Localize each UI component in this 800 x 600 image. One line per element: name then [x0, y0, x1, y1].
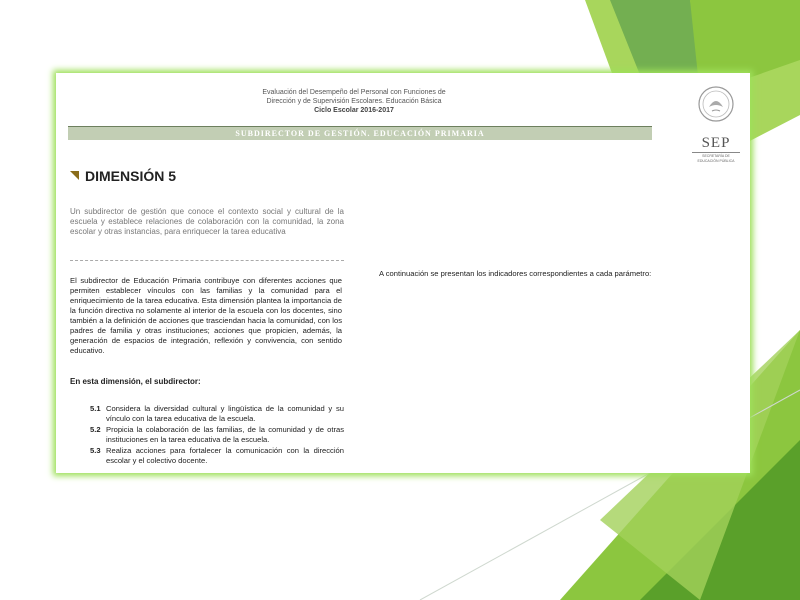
list-item	[90, 404, 344, 424]
item-text: Propicia la colaboración de las familias, de la comunidad y de otras instituciones en la tarea educativa de la escuela.	[106, 425, 344, 444]
header-line-3: Ciclo Escolar 2016-2017	[314, 107, 394, 114]
item-text: Considera la diversidad cultural y lingüística de la comunidad y su vínculo con la tarea educativa de la escuela.	[106, 404, 344, 423]
sep-divider	[692, 152, 740, 153]
parameter-list	[90, 404, 344, 467]
sep-subtitle	[686, 154, 746, 164]
sep-subtitle-line-1: SECRETARÍA DE	[702, 154, 730, 158]
header-line-2: Dirección y de Supervisión Escolares. Educación Básica	[266, 98, 442, 105]
mexico-seal-icon	[697, 85, 735, 123]
item-number: 5.3	[90, 446, 101, 455]
header-line-1: Evaluación del Desempeño del Personal con Funciones de	[262, 89, 446, 96]
list-item	[90, 425, 344, 445]
dimension-title	[70, 168, 176, 184]
dashed-divider	[70, 260, 344, 261]
sep-acronym: SEP	[701, 135, 731, 151]
item-number: 5.2	[90, 425, 101, 434]
section-banner: SUBDIRECTOR DE GESTIÓN. EDUCACIÓN PRIMARIA	[68, 126, 652, 140]
right-column-paragraph: A continuación se presentan los indicadores correspondientes a cada parámetro:	[379, 269, 652, 278]
dimension-intro: Un subdirector de gestión que conoce el contexto social y cultural de la escuela y establece relaciones de colaboración con la comunidad, la zona escolar y otras instancias, para enriquecer la tarea educativa	[70, 207, 344, 236]
title-marker-icon	[70, 171, 79, 180]
lead-text: En esta dimensión, el subdirector:	[70, 377, 201, 386]
body-paragraph: El subdirector de Educación Primaria contribuye con diferentes acciones que permiten establecer vínculos con las familias y la comunidad para el enriquecimiento de la tarea educativa. Esta dimensión plantea la importancia de la función directiva no solamente al interior de la escuela con los docentes, sino también a la definición de acciones que trasciendan hacia la comunidad, con los padres de familia y otras instituciones; acciones que propicien, además, la generación de espacios de integración, reflexión y convivencia, con sentido educativo.	[70, 276, 342, 355]
sep-subtitle-line-2: EDUCACIÓN PÚBLICA	[697, 159, 735, 163]
item-number: 5.1	[90, 404, 101, 413]
document-header	[56, 88, 652, 115]
dimension-title-text: DIMENSIÓN 5	[85, 168, 177, 184]
document-page	[56, 73, 750, 473]
item-text: Realiza acciones para fortalecer la comunicación con la dirección escolar y el colectivo docente.	[106, 446, 344, 465]
list-item	[90, 446, 344, 466]
